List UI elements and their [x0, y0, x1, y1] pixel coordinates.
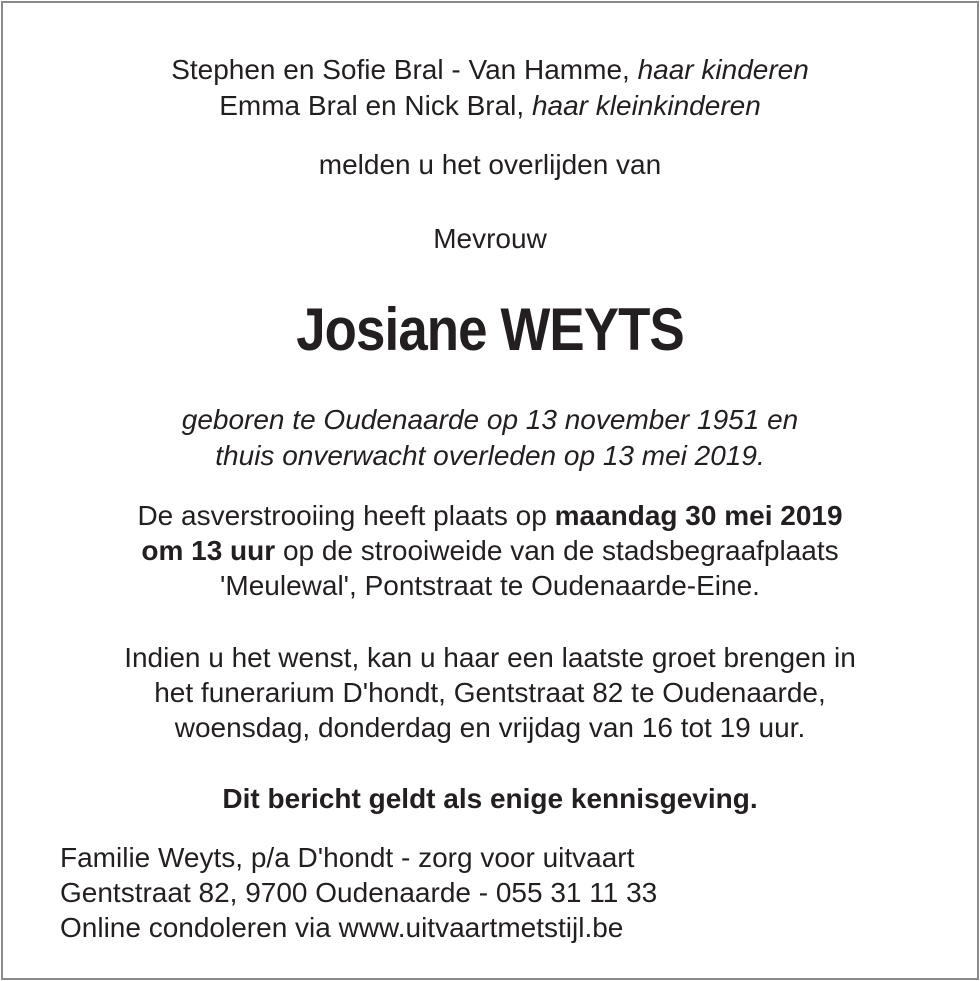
grandchildren-role: haar kleinkinderen	[531, 90, 761, 121]
death-line: thuis onverwacht overleden op 13 mei 2019.	[215, 440, 765, 471]
contact-line-1: Familie Weyts, p/a D'hondt - zorg voor uitvaart	[60, 842, 635, 873]
visit-line-2: het funerarium D'hondt, Gentstraat 82 te Oudenaarde,	[154, 677, 826, 708]
ceremony-text: De asverstrooiing heeft plaats op	[137, 500, 547, 531]
ceremony-line-3: 'Meulewal', Pontstraat te Oudenaarde-Eine.	[220, 570, 760, 601]
deceased-name: Josiane WEYTS	[296, 296, 684, 363]
contact-line-2: Gentstraat 82, 9700 Oudenaarde - 055 31 11 33	[60, 877, 658, 908]
visit-line-1: Indien u het wenst, kan u haar een laatste groet brengen in	[124, 642, 856, 673]
family-grandchildren-line	[0, 88, 980, 124]
children-role: haar kinderen	[637, 54, 809, 85]
family-children-line	[0, 52, 980, 88]
ceremony-location: op de strooiweide van de stadsbegraafplaats	[282, 535, 839, 566]
ceremony-date: maandag 30 mei 2019	[554, 500, 843, 531]
honorific: Mevrouw	[433, 223, 547, 254]
announce-text: melden u het overlijden van	[318, 149, 662, 180]
birth-line: geboren te Oudenaarde op 13 november 1951 en	[181, 404, 799, 435]
contact-line-3: Online condoleren via www.uitvaartmetstijl.be	[60, 912, 624, 943]
ceremony-line-1	[0, 498, 980, 534]
ceremony-line-2	[0, 533, 980, 569]
children-names: Stephen en Sofie Bral - Van Hamme,	[171, 54, 630, 85]
ceremony-time: om 13 uur	[141, 535, 276, 566]
grandchildren-names: Emma Bral en Nick Bral,	[219, 90, 525, 121]
notice-statement: Dit bericht geldt als enige kennisgeving.	[222, 783, 758, 814]
visit-line-3: woensdag, donderdag en vrijdag van 16 tot 19 uur.	[174, 712, 806, 743]
